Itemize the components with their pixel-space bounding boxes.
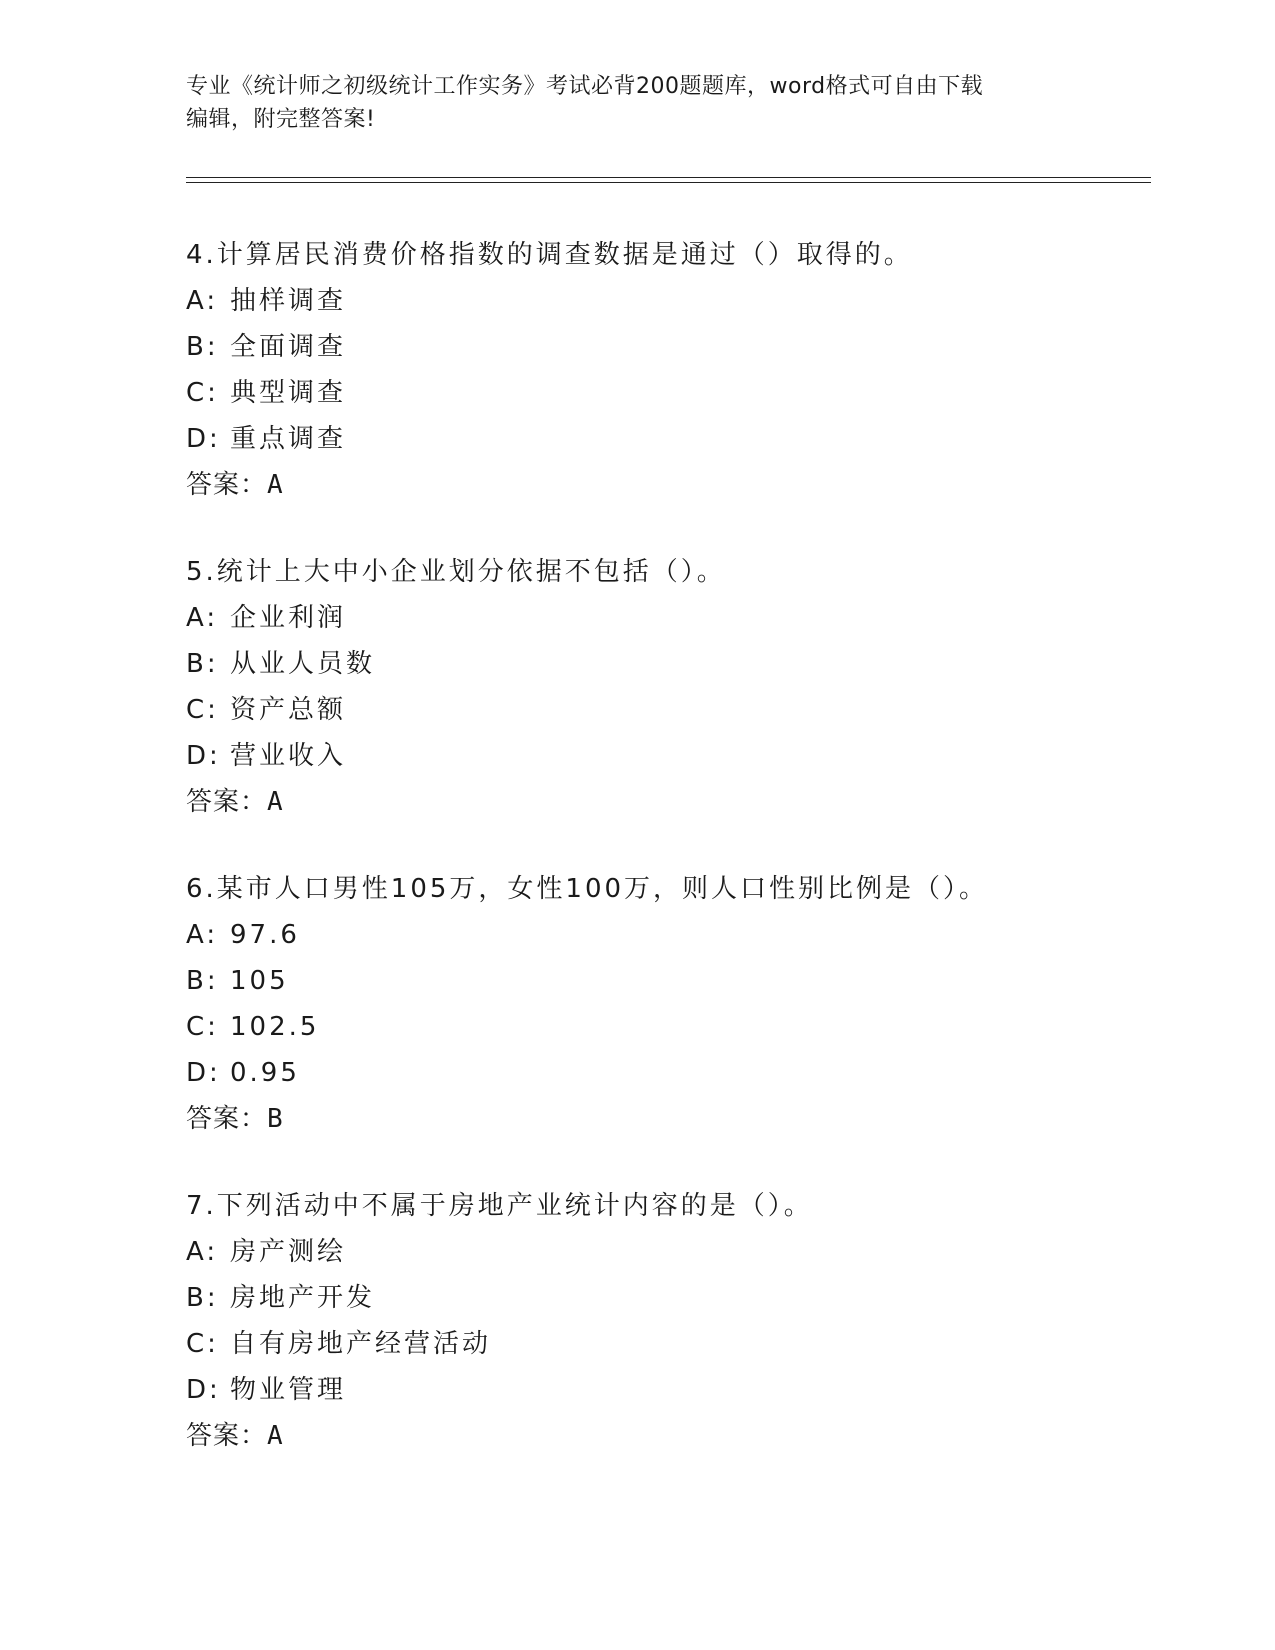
option-text: 97.6 — [230, 920, 300, 950]
option-c — [186, 370, 1146, 416]
answer-label: 答案： — [186, 1104, 268, 1134]
option-key: D: — [186, 1058, 221, 1088]
header-divider-top — [186, 177, 1151, 178]
option-key: B: — [186, 649, 219, 679]
option-text: 典型调查 — [230, 378, 347, 408]
option-key: A: — [186, 286, 219, 316]
header-title-line-1: 专业《统计师之初级统计工作实务》考试必背200题题库，word格式可自由下载 — [186, 74, 984, 99]
option-d — [186, 733, 1146, 779]
option-b — [186, 1275, 1146, 1321]
answer-line — [186, 1096, 1146, 1142]
option-key: C: — [186, 378, 219, 408]
option-text: 企业利润 — [230, 603, 347, 633]
answer-line — [186, 779, 1146, 825]
option-c — [186, 1321, 1146, 1367]
question-block — [186, 866, 1146, 1142]
option-c — [186, 687, 1146, 733]
option-text: 房地产开发 — [230, 1283, 376, 1313]
answer-line — [186, 1413, 1146, 1459]
answer-label: 答案： — [186, 1421, 268, 1451]
option-key: C: — [186, 1329, 219, 1359]
option-key: D: — [186, 741, 221, 771]
answer-label: 答案： — [186, 470, 268, 500]
option-key: B: — [186, 332, 219, 362]
option-text: 房产测绘 — [230, 1237, 347, 1267]
question-stem: 4.计算居民消费价格指数的调查数据是通过（）取得的。 — [186, 240, 913, 270]
option-a — [186, 1229, 1146, 1275]
option-text: 从业人员数 — [230, 649, 376, 679]
option-text: 资产总额 — [230, 695, 347, 725]
option-b — [186, 324, 1146, 370]
header-divider-bottom — [186, 182, 1151, 183]
option-text: 重点调查 — [230, 424, 347, 454]
option-text: 自有房地产经营活动 — [230, 1329, 492, 1359]
option-text: 0.95 — [230, 1058, 300, 1088]
answer-value: B — [267, 1104, 284, 1134]
question-stem: 7.下列活动中不属于房地产业统计内容的是（）。 — [186, 1191, 813, 1221]
option-text: 营业收入 — [230, 741, 347, 771]
option-key: B: — [186, 966, 219, 996]
option-key: B: — [186, 1283, 219, 1313]
option-a — [186, 912, 1146, 958]
header-title-line-2: 编辑，附完整答案! — [186, 107, 376, 132]
option-text: 105 — [230, 966, 289, 996]
option-d — [186, 1050, 1146, 1096]
option-text: 抽样调查 — [230, 286, 347, 316]
question-block — [186, 1183, 1146, 1459]
option-key: A: — [186, 603, 219, 633]
option-key: D: — [186, 424, 221, 454]
option-d — [186, 416, 1146, 462]
option-c — [186, 1004, 1146, 1050]
option-key: A: — [186, 920, 219, 950]
answer-value: A — [267, 1421, 284, 1451]
option-key: C: — [186, 1012, 219, 1042]
answer-value: A — [267, 787, 284, 817]
option-a — [186, 278, 1146, 324]
answer-label: 答案： — [186, 787, 268, 817]
option-b — [186, 641, 1146, 687]
question-block — [186, 232, 1146, 508]
document-header — [186, 70, 1086, 136]
option-b — [186, 958, 1146, 1004]
option-key: C: — [186, 695, 219, 725]
option-a — [186, 595, 1146, 641]
answer-value: A — [267, 470, 284, 500]
option-text: 全面调查 — [230, 332, 347, 362]
answer-line — [186, 462, 1146, 508]
option-d — [186, 1367, 1146, 1413]
option-text: 物业管理 — [230, 1375, 347, 1405]
option-key: A: — [186, 1237, 219, 1267]
question-stem: 6.某市人口男性105万，女性100万，则人口性别比例是（）。 — [186, 874, 989, 904]
question-stem: 5.统计上大中小企业划分依据不包括（）。 — [186, 557, 726, 587]
option-key: D: — [186, 1375, 221, 1405]
option-text: 102.5 — [230, 1012, 320, 1042]
question-block — [186, 549, 1146, 825]
